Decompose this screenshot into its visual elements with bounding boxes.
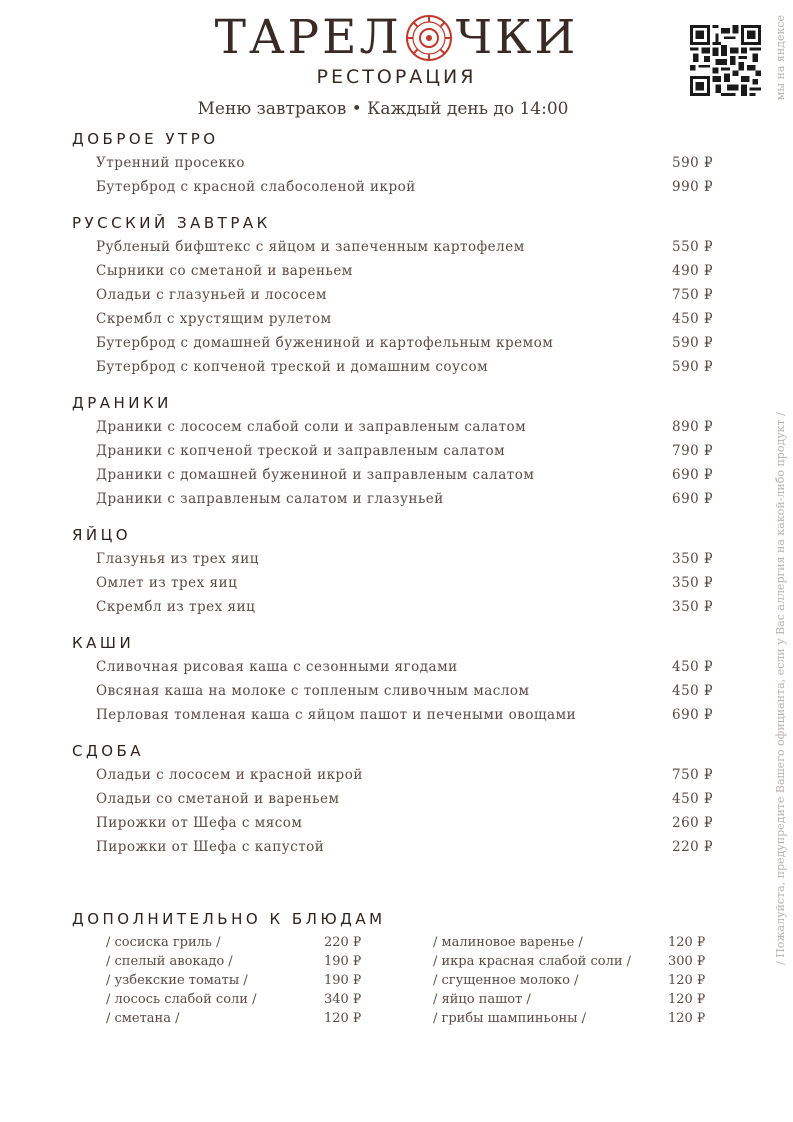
menu-section	[72, 211, 732, 379]
allergy-note-text: / Пожалуйста, предупредите Вашего официанта, если у Вас аллергия на какой-либо продукт /	[773, 412, 787, 965]
item-price: 260 ₽	[672, 815, 714, 831]
extra-name: / икра красная слабой соли /	[433, 954, 632, 969]
item-price: 350 ₽	[672, 599, 714, 615]
extra-name: / малиновое варенье /	[433, 935, 583, 950]
extra-item	[72, 952, 400, 971]
menu-section	[72, 391, 732, 511]
extra-name: / лосось слабой соли /	[106, 992, 257, 1007]
extras-left-column	[72, 933, 400, 1028]
item-name: Скрембл из трех яиц	[96, 599, 256, 615]
item-name: Оладьи с лососем и красной икрой	[96, 767, 363, 783]
item-name: Овсяная каша на молоке с топленым сливочным маслом	[96, 683, 530, 699]
menu-item	[72, 259, 732, 283]
extra-price: 340 ₽	[324, 992, 362, 1007]
extra-name: / сгущенное молоко /	[433, 973, 579, 988]
extra-price: 120 ₽	[668, 992, 706, 1007]
item-price: 220 ₽	[672, 839, 714, 855]
extra-price: 120 ₽	[324, 1011, 362, 1026]
item-name: Утренний просекко	[96, 155, 245, 171]
restaurant-logo-icon	[404, 13, 454, 63]
item-price: 690 ₽	[672, 467, 714, 483]
item-price: 690 ₽	[672, 491, 714, 507]
extra-name: / сосиска гриль /	[106, 935, 221, 950]
menu-item	[72, 415, 732, 439]
menu-item	[72, 835, 732, 859]
item-price: 450 ₽	[672, 683, 714, 699]
extra-item	[400, 952, 728, 971]
item-name: Пирожки от Шефа с капустой	[96, 839, 325, 855]
item-name: Омлет из трех яиц	[96, 575, 238, 591]
extra-name: / спелый авокадо /	[106, 954, 233, 969]
menu-item	[72, 331, 732, 355]
menu-item	[72, 439, 732, 463]
menu-section	[72, 523, 732, 619]
item-price: 990 ₽	[672, 179, 714, 195]
section-title: ЯЙЦО	[72, 526, 132, 544]
brand-title	[215, 8, 579, 68]
item-price: 750 ₽	[672, 767, 714, 783]
brand-title-part1: ТАРЕЛ	[214, 10, 402, 65]
menu-item	[72, 679, 732, 703]
extra-item	[400, 990, 728, 1009]
extra-item	[400, 933, 728, 952]
menu-item	[72, 595, 732, 619]
extras-right-column	[400, 933, 728, 1028]
extra-price: 120 ₽	[668, 973, 706, 988]
extra-item	[400, 1009, 728, 1028]
extra-price: 190 ₽	[324, 973, 362, 988]
item-name: Пирожки от Шефа с мясом	[96, 815, 303, 831]
item-price: 450 ₽	[672, 659, 714, 675]
item-name: Драники с копченой треской и заправленым салатом	[96, 443, 506, 459]
item-name: Бутерброд с копченой треской и домашним соусом	[96, 359, 489, 375]
brand-subtitle: РЕСТОРАЦИЯ	[316, 66, 477, 88]
item-price: 350 ₽	[672, 551, 714, 567]
section-title: КАШИ	[72, 634, 135, 652]
item-price: 450 ₽	[672, 791, 714, 807]
breakfast-menu	[72, 127, 732, 871]
section-title: РУССКИЙ ЗАВТРАК	[72, 214, 271, 232]
item-name: Оладьи со сметаной и вареньем	[96, 791, 340, 807]
item-price: 450 ₽	[672, 311, 714, 327]
menu-subtitle: Меню завтраков • Каждый день до 14:00	[197, 99, 569, 119]
menu-item	[72, 355, 732, 379]
extras-section	[72, 907, 732, 1028]
section-title: ДОБРОЕ УТРО	[72, 130, 219, 148]
item-price: 490 ₽	[672, 263, 714, 279]
item-name: Сливочная рисовая каша с сезонными ягодами	[96, 659, 458, 675]
menu-section	[72, 739, 732, 859]
item-name: Драники с домашней бужениной и заправленым салатом	[96, 467, 535, 483]
item-name: Перловая томленая каша с яйцом пашот и печеными овощами	[96, 707, 577, 723]
item-name: Оладьи с глазуньей и лососем	[96, 287, 327, 303]
menu-item	[72, 655, 732, 679]
item-price: 690 ₽	[672, 707, 714, 723]
extra-price: 300 ₽	[668, 954, 706, 969]
extra-price: 120 ₽	[668, 935, 706, 950]
item-name: Глазунья из трех яиц	[96, 551, 259, 567]
menu-item	[72, 235, 732, 259]
item-name: Скрембл с хрустящим рулетом	[96, 311, 332, 327]
extra-item	[72, 971, 400, 990]
menu-section	[72, 127, 732, 199]
item-name: Рубленый бифштекс с яйцом и запеченным картофелем	[96, 239, 525, 255]
extra-name: / узбекские томаты /	[106, 973, 248, 988]
menu-item	[72, 487, 732, 511]
menu-item	[72, 571, 732, 595]
qr-code-icon[interactable]	[690, 25, 761, 96]
menu-item	[72, 547, 732, 571]
section-title: ДРАНИКИ	[72, 394, 172, 412]
extra-item	[72, 990, 400, 1009]
extra-name: / грибы шампиньоны /	[433, 1011, 586, 1026]
section-title: СДОБА	[72, 742, 145, 760]
menu-item	[72, 151, 732, 175]
item-price: 590 ₽	[672, 335, 714, 351]
extra-name: / яйцо пашот /	[433, 992, 531, 1007]
item-price: 750 ₽	[672, 287, 714, 303]
item-name: Бутерброд с красной слабосоленой икрой	[96, 179, 416, 195]
extra-item	[400, 971, 728, 990]
item-price: 550 ₽	[672, 239, 714, 255]
extras-title: ДОПОЛНИТЕЛЬНО К БЛЮДАМ	[72, 910, 386, 928]
menu-item	[72, 787, 732, 811]
yandex-note-text: мы на яндексе	[773, 15, 787, 101]
allergy-side-note	[770, 15, 790, 965]
item-name: Сырники со сметаной и вареньем	[96, 263, 353, 279]
brand-title-part2: ЧКИ	[455, 10, 579, 65]
menu-item	[72, 175, 732, 199]
item-price: 590 ₽	[672, 155, 714, 171]
item-name: Бутерброд с домашней бужениной и картофельным кремом	[96, 335, 554, 351]
menu-section	[72, 631, 732, 727]
extra-price: 220 ₽	[324, 935, 362, 950]
menu-item	[72, 283, 732, 307]
menu-item	[72, 703, 732, 727]
extra-name: / сметана /	[106, 1011, 180, 1026]
item-price: 890 ₽	[672, 419, 714, 435]
brand-header	[0, 8, 793, 68]
extra-price: 190 ₽	[324, 954, 362, 969]
item-price: 790 ₽	[672, 443, 714, 459]
item-name: Драники с лососем слабой соли и заправленым салатом	[96, 419, 527, 435]
menu-item	[72, 307, 732, 331]
menu-item	[72, 463, 732, 487]
item-name: Драники с заправленым салатом и глазуньей	[96, 491, 444, 507]
menu-item	[72, 811, 732, 835]
item-price: 590 ₽	[672, 359, 714, 375]
extra-item	[72, 933, 400, 952]
item-price: 350 ₽	[672, 575, 714, 591]
extra-item	[72, 1009, 400, 1028]
menu-item	[72, 763, 732, 787]
extra-price: 120 ₽	[668, 1011, 706, 1026]
